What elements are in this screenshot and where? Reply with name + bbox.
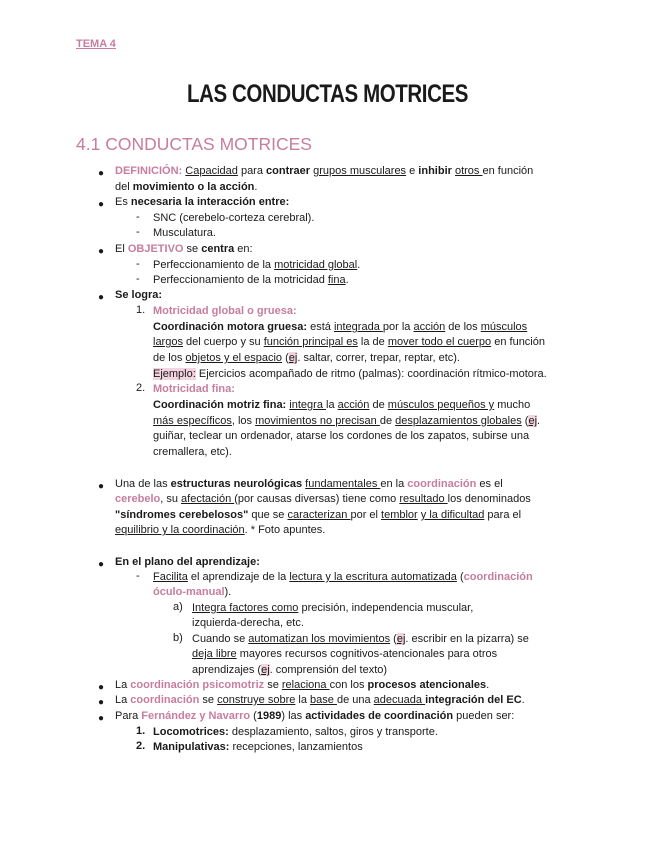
bullet-dot: ●: [98, 168, 105, 179]
text: integración del EC: [425, 694, 522, 706]
text: Facilita: [153, 571, 188, 583]
objetivo-item-2: [153, 273, 349, 288]
text: La: [115, 679, 131, 691]
text: del: [115, 181, 133, 193]
fernandez-line: [115, 709, 514, 724]
text: recepciones, lanzamientos: [229, 741, 363, 753]
text: .: [345, 274, 349, 286]
text: deja libre: [192, 648, 237, 660]
text: Coordinación motriz fina:: [153, 399, 287, 411]
aprendizaje-dash-line-1: [153, 570, 533, 585]
estructuras-line-3: [115, 508, 521, 523]
tema-label: TEMA 4: [76, 38, 116, 50]
objetivo-item-1: [153, 258, 360, 273]
text: de los: [445, 321, 481, 333]
text: .: [521, 694, 525, 706]
necesaria-item: SNC (cerebelo-corteza cerebral).: [153, 212, 315, 224]
text: La: [115, 694, 131, 706]
text: integrada: [333, 321, 383, 333]
dash-marker: -: [136, 570, 140, 582]
text: aprendizajes (: [192, 664, 262, 676]
text: y la dificultad: [420, 509, 485, 521]
fina-line-4: cremallera, etc).: [153, 446, 232, 458]
text: integra: [289, 399, 326, 411]
text-capacidad: Capacidad: [185, 165, 238, 177]
list-number: 1.: [136, 725, 146, 737]
text: que se: [248, 509, 288, 521]
text: relaciona: [281, 679, 330, 691]
global-line-4: [153, 367, 547, 382]
text: temblor: [381, 509, 418, 521]
bullet-dot: ●: [98, 292, 105, 303]
text-grupos: grupos musculares: [313, 165, 407, 177]
text: ej: [261, 664, 270, 676]
text: . saltar, correr, trepar, reptar, etc).: [297, 352, 460, 364]
text: los denominados: [447, 493, 531, 505]
aprendizaje-dash-line-2: [153, 585, 231, 600]
fernandez-item-1: [153, 725, 438, 740]
text: cerebelo: [115, 493, 161, 505]
text: fina: [327, 274, 346, 286]
text: para: [237, 165, 267, 177]
dash-marker: -: [136, 273, 140, 285]
text: , su: [160, 493, 182, 505]
se-logra-label: Se logra:: [115, 289, 163, 301]
text: Una de las: [115, 478, 171, 490]
definicion-label: DEFINICIÓN:: [115, 165, 183, 177]
aprendizaje-b-line-3: [192, 663, 387, 678]
text: coordinación psicomotriz: [130, 679, 265, 691]
text: afectación: [181, 493, 235, 505]
text: fundamentales: [305, 478, 381, 490]
page-title: LAS CONDUCTAS MOTRICES: [186, 80, 469, 108]
text: coordinación: [130, 694, 200, 706]
text: movimientos no precisan: [255, 415, 380, 427]
text: el aprendizaje de la: [187, 571, 290, 583]
bullet-dot: ●: [98, 481, 105, 492]
text: (: [282, 352, 289, 364]
text: desplazamiento, saltos, giros y transporte.: [228, 726, 438, 738]
psicomotriz-line: [115, 678, 489, 693]
text: más específicos: [153, 415, 232, 427]
dash-marker: -: [136, 258, 140, 270]
aprendizaje-b-line-1: [192, 632, 529, 647]
text: óculo-manual: [153, 586, 225, 598]
text: , los: [231, 415, 256, 427]
text: caracterizan: [287, 509, 351, 521]
dash-marker: -: [136, 211, 140, 223]
text: precisión, independencia muscular,: [298, 602, 474, 614]
text: ).: [224, 586, 232, 598]
necesaria-line: [115, 195, 289, 210]
text: lectura y la escritura automatizada: [289, 571, 457, 583]
text: Locomotrices:: [153, 726, 229, 738]
dash-marker: -: [136, 226, 140, 238]
text: músculos pequeños y: [387, 399, 495, 411]
text: Perfeccionamiento de la motricidad: [153, 274, 328, 286]
text: equilibrio y la coordinación: [115, 524, 245, 536]
construye-line: [115, 693, 525, 708]
text: acción: [337, 399, 370, 411]
bullet-dot: ●: [98, 713, 105, 724]
text: Manipulativas:: [153, 741, 230, 753]
necesaria-item: Musculatura.: [153, 227, 216, 239]
text: se: [264, 679, 282, 691]
text: . escribir en la pizarra) se: [405, 633, 529, 645]
text: automatizan los movimientos: [248, 633, 391, 645]
text: de: [369, 399, 388, 411]
text-inhibir: inhibir: [418, 165, 452, 177]
text: Ejemplo:: [153, 368, 196, 380]
estructuras-line-2: [115, 492, 531, 507]
text: coordinación: [463, 571, 533, 583]
text: (: [521, 415, 529, 427]
text: en función: [482, 165, 534, 177]
text: resultado: [399, 493, 448, 505]
bullet-dot: ●: [98, 697, 105, 708]
objetivo-label: OBJETIVO: [127, 243, 184, 255]
text: . * Foto apuntes.: [244, 524, 326, 536]
global-line-1: [153, 320, 527, 335]
text: Coordinación motora gruesa:: [153, 321, 308, 333]
text: base: [310, 694, 337, 706]
text: Perfeccionamiento de la: [153, 259, 275, 271]
aprendizaje-a-line-1: [192, 601, 473, 616]
text: se: [199, 694, 218, 706]
text: movimiento o la acción: [132, 181, 255, 193]
aprendizaje-a-line-2: izquierda-derecha, etc.: [192, 617, 304, 629]
motricidad-fina-title: Motricidad fina:: [153, 383, 235, 395]
text: (por causas diversas) tiene como: [234, 493, 400, 505]
aprendizaje-label: En el plano del aprendizaje:: [115, 556, 260, 568]
text: .: [357, 259, 361, 271]
fina-line-1: [153, 398, 530, 413]
text: ) las: [281, 710, 306, 722]
text: se: [183, 243, 202, 255]
text: la: [295, 694, 311, 706]
text: en la: [380, 478, 408, 490]
text: estructuras neurológicas: [170, 478, 303, 490]
objetivo-line: [115, 242, 253, 257]
definicion-line-1: [115, 164, 533, 179]
text: construye sobre: [217, 694, 296, 706]
bullet-dot: ●: [98, 246, 105, 257]
text: acción: [413, 321, 446, 333]
text: necesaria la interacción entre:: [130, 196, 290, 208]
global-line-3: [153, 351, 460, 366]
text: coordinación: [407, 478, 477, 490]
estructuras-line-1: [115, 477, 503, 492]
list-number: 2.: [136, 740, 146, 752]
text: por el: [350, 509, 382, 521]
text: Fernández y Navarro: [141, 710, 251, 722]
text: . comprensión del texto): [269, 664, 388, 676]
text-otros: otros: [454, 165, 483, 177]
aprendizaje-b-line-2: [192, 647, 497, 662]
text: (: [250, 710, 257, 722]
text: músculos: [480, 321, 528, 333]
text: con los: [329, 679, 368, 691]
text: e: [406, 165, 419, 177]
text: la de: [357, 336, 388, 348]
fernandez-item-2: [153, 740, 363, 755]
text: es el: [476, 478, 503, 490]
text: Cuando se: [192, 633, 249, 645]
text: por la: [382, 321, 414, 333]
text: objetos y el espacio: [185, 352, 283, 364]
bullet-dot: ●: [98, 559, 105, 570]
global-line-2: [153, 335, 545, 350]
text: largos: [153, 336, 183, 348]
text: ej: [528, 415, 538, 427]
text: El: [115, 243, 128, 255]
text: en función: [491, 336, 545, 348]
text: función principal es: [263, 336, 358, 348]
text: actividades de coordinación: [305, 710, 454, 722]
text: del cuerpo y su: [182, 336, 264, 348]
list-number: 1.: [136, 304, 146, 316]
section-title: 4.1 CONDUCTAS MOTRICES: [76, 134, 312, 154]
text: mayores recursos cognitivos-atencionales para otros: [236, 648, 498, 660]
text: .: [254, 181, 258, 193]
text-contraer: contraer: [266, 165, 311, 177]
text: Es: [115, 196, 131, 208]
fina-line-3: guiñar, teclear un ordenador, atarse los cordones de los zapatos, subirse una: [153, 430, 530, 442]
text: desplazamientos globales: [395, 415, 522, 427]
text: .: [537, 415, 541, 427]
list-letter: a): [173, 601, 183, 613]
list-letter: b): [173, 632, 183, 644]
text: está: [307, 321, 334, 333]
text: 1989: [256, 710, 282, 722]
text: Integra factores como: [192, 602, 299, 614]
estructuras-line-4: [115, 523, 325, 538]
text: de una: [336, 694, 374, 706]
text: para el: [484, 509, 522, 521]
text: motricidad global: [274, 259, 358, 271]
text: procesos atencionales: [367, 679, 487, 691]
text: de los: [153, 352, 186, 364]
text: en:: [234, 243, 253, 255]
text: (: [456, 571, 464, 583]
bullet-dot: ●: [98, 199, 105, 210]
text: Ejercicios acompañado de ritmo (palmas): coordinación rítmico-motora.: [195, 368, 547, 380]
motricidad-global-title: Motricidad global o gruesa:: [153, 305, 297, 317]
text: Para: [115, 710, 142, 722]
text: "síndromes cerebelosos": [115, 509, 249, 521]
definicion-line-2: [115, 180, 257, 195]
fina-line-2: [153, 414, 540, 429]
list-number: 2.: [136, 382, 146, 394]
text: ej: [288, 352, 298, 364]
text: de: [379, 415, 396, 427]
text: la: [326, 399, 338, 411]
text: mover todo el cuerpo: [387, 336, 492, 348]
bullet-dot: ●: [98, 682, 105, 693]
text: centra: [201, 243, 235, 255]
text: (: [390, 633, 397, 645]
text: .: [486, 679, 490, 691]
text: mucho: [494, 399, 531, 411]
text: adecuada: [373, 694, 426, 706]
text: ej: [396, 633, 406, 645]
text: pueden ser:: [453, 710, 515, 722]
